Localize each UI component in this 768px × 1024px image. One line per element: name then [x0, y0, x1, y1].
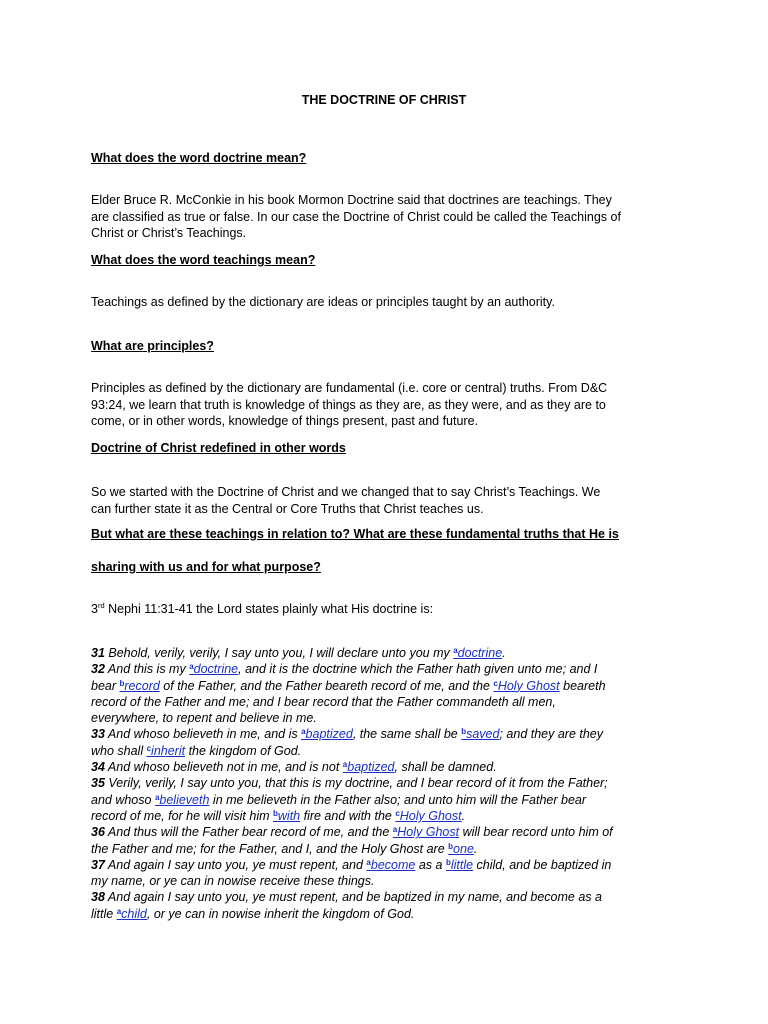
- footnote-link-one[interactable]: [448, 842, 474, 856]
- verse-text: , the same shall be: [352, 727, 462, 742]
- footnote-link-baptized[interactable]: [301, 727, 353, 741]
- paragraph-line: come, or in other words, knowledge of things present, past and future.: [91, 414, 479, 428]
- intro-line: [91, 601, 691, 618]
- footnote-link-holy-ghost[interactable]: [493, 679, 559, 693]
- footnote-word: doctrine: [457, 646, 503, 660]
- paragraph-line: 93:24, we learn that truth is knowledge of things as they are, as they were, and as they are to: [91, 397, 606, 412]
- verse-34-line-1: [91, 759, 691, 775]
- footnote-word: doctrine: [193, 662, 239, 677]
- verse-text: little: [91, 906, 117, 921]
- verse-36-line-2: [91, 841, 691, 857]
- footnote-marker: b: [448, 841, 454, 851]
- verse-number: 37: [91, 857, 105, 872]
- footnote-link-baptized[interactable]: [343, 760, 395, 774]
- intro-ordinal: rd: [97, 601, 105, 610]
- verse-number: 34: [91, 760, 105, 775]
- footnote-link-believeth[interactable]: [155, 793, 210, 807]
- footnote-link-little[interactable]: [446, 858, 473, 872]
- footnote-marker: b: [461, 727, 467, 737]
- verse-35-line-1: [91, 775, 691, 791]
- verse-text: , or ye can in nowise inherit the kingdom of God.: [146, 906, 415, 921]
- footnote-word: saved: [466, 727, 500, 742]
- verse-35-line-3: [91, 808, 691, 824]
- verse-32-line-3: record of the Father and me; and I bear record that the Father commandeth all men,: [91, 694, 556, 709]
- verse-text: the Father and me; for the Father, and I, and the Holy Ghost are: [91, 841, 449, 856]
- footnote-link-inherit[interactable]: [147, 744, 186, 758]
- verse-text: the kingdom of God.: [185, 743, 302, 758]
- verse-33-line-1: [91, 726, 691, 742]
- verse-number: 32: [91, 662, 105, 677]
- footnote-marker: a: [342, 760, 348, 770]
- footnote-word: one: [453, 841, 474, 856]
- verse-37-line-2: my name, or ye can in nowise receive these things.: [91, 874, 375, 889]
- footnote-word: child: [121, 906, 147, 921]
- verse-text: of the Father, and the Father beareth record of me, and the: [159, 678, 494, 693]
- footnote-word: inherit: [151, 743, 186, 758]
- scripture-verses: [91, 645, 691, 922]
- footnote-link-holy-ghost[interactable]: [393, 825, 459, 839]
- footnote-link-doctrine[interactable]: [189, 662, 238, 676]
- footnote-marker: a: [301, 727, 306, 737]
- verse-text: And again I say unto you, ye must repent, and be baptized in my name, and become as a: [104, 890, 602, 905]
- footnote-word: believeth: [159, 792, 210, 807]
- paragraph-line: Christ or Christ’s Teachings.: [91, 226, 247, 240]
- paragraph-principles: [91, 380, 691, 430]
- verse-32-line-2: [91, 678, 691, 694]
- footnote-link-record[interactable]: [120, 679, 160, 693]
- paragraph-mcconkie: [91, 192, 691, 242]
- footnote-link-with[interactable]: [273, 809, 300, 823]
- verse-38-line-2: [91, 906, 691, 922]
- footnote-word: baptized: [347, 760, 395, 775]
- footnote-marker: a: [116, 906, 122, 916]
- verse-text: who shall: [91, 743, 147, 758]
- footnote-marker: a: [154, 792, 160, 802]
- verse-text: bear: [91, 678, 120, 693]
- heading-redefined: Doctrine of Christ redefined in other words: [91, 441, 346, 455]
- verse-text: And again I say unto you, ye must repent, and: [104, 857, 367, 872]
- verse-number: 38: [91, 890, 105, 905]
- heading-doctrine-meaning: What does the word doctrine mean?: [91, 151, 307, 165]
- footnote-marker: a: [366, 857, 371, 867]
- intro-number: 3: [91, 602, 98, 616]
- paragraph-line: Elder Bruce R. McConkie in his book Mormon Doctrine said that doctrines are teachings. They: [91, 193, 612, 207]
- verse-33-line-2: [91, 743, 691, 759]
- verse-text: , and it is the doctrine which the Father hath given unto me; and I: [238, 662, 598, 677]
- document-title: THE DOCTRINE OF CHRIST: [301, 93, 467, 107]
- footnote-marker: b: [119, 678, 125, 688]
- verse-text: .: [461, 808, 466, 823]
- verse-text: And whoso believeth not in me, and is not: [104, 760, 343, 775]
- footnote-link-doctrine[interactable]: [453, 646, 502, 660]
- verse-text: and whoso: [91, 792, 155, 807]
- verse-number: 31: [91, 646, 105, 660]
- footnote-marker: b: [445, 857, 451, 867]
- paragraph-line: Principles as defined by the dictionary are fundamental (i.e. core or central) truths. From D&C: [91, 381, 608, 395]
- footnote-marker: a: [189, 662, 194, 672]
- verse-text: And whoso believeth in me, and is: [104, 727, 302, 742]
- footnote-word: become: [370, 857, 416, 872]
- verse-text: ; and they are they: [499, 727, 604, 742]
- verse-number: 35: [91, 776, 105, 791]
- paragraph-teachings: [91, 294, 691, 311]
- verse-text: .: [473, 841, 478, 856]
- verse-32-line-4: everywhere, to repent and believe in me.: [91, 711, 317, 726]
- footnote-link-child[interactable]: [117, 907, 147, 921]
- verse-38-line-1: [91, 889, 691, 905]
- verse-36-line-1: [91, 824, 691, 840]
- heading-principles: What are principles?: [91, 339, 214, 353]
- footnote-word: Holy Ghost: [397, 825, 460, 840]
- scripture-intro: [91, 601, 691, 618]
- footnote-marker: c: [395, 808, 400, 818]
- footnote-marker: a: [453, 646, 458, 655]
- verse-31-line-1: [91, 645, 691, 661]
- footnote-word: little: [450, 857, 474, 872]
- footnote-word: baptized: [305, 727, 353, 742]
- verse-text: .: [502, 646, 506, 660]
- verse-text: in me believeth in the Father also; and unto him will the Father bear: [209, 792, 587, 807]
- paragraph-line: are classified as true or false. In our case the Doctrine of Christ could be called the Teachings of: [91, 209, 621, 224]
- footnote-link-saved[interactable]: [461, 727, 499, 741]
- intro-text: Nephi 11:31-41 the Lord states plainly what His doctrine is:: [104, 602, 434, 616]
- verse-text: child, and be baptized in: [473, 857, 612, 872]
- verse-number: 36: [91, 825, 105, 840]
- footnote-link-holy-ghost[interactable]: [395, 809, 461, 823]
- paragraph-line: Teachings as defined by the dictionary are ideas or principles taught by an authority.: [91, 295, 555, 309]
- verse-35-line-2: [91, 792, 691, 808]
- footnote-marker: b: [273, 808, 278, 818]
- verse-37-line-1: [91, 857, 691, 873]
- footnote-marker: c: [146, 743, 152, 753]
- paragraph-redefined: [91, 484, 691, 517]
- verse-text: as a: [415, 857, 446, 872]
- footnote-marker: c: [493, 678, 498, 688]
- footnote-link-become[interactable]: [366, 858, 415, 872]
- paragraph-line: So we started with the Doctrine of Christ and we changed that to say Christ’s Teachings. We: [91, 485, 601, 499]
- verse-number: 33: [91, 727, 105, 742]
- verse-text: And this is my: [104, 662, 190, 677]
- heading-teachings-meaning: What does the word teachings mean?: [91, 253, 316, 267]
- verse-text: will bear record unto him of: [459, 825, 613, 840]
- footnote-word: with: [277, 808, 301, 823]
- verse-text: Verily, verily, I say unto you, that this is my doctrine, and I bear record of it from the Father;: [104, 776, 608, 791]
- footnote-word: Holy Ghost: [399, 808, 462, 823]
- verse-32-line-1: [91, 661, 691, 677]
- heading-question-part-2: sharing with us and for what purpose?: [91, 560, 321, 574]
- verse-text: And thus will the Father bear record of me, and the: [104, 825, 393, 840]
- heading-question-part-1: But what are these teachings in relation to? What are these fundamental truths that He is: [91, 527, 619, 541]
- verse-text: beareth: [559, 678, 606, 693]
- footnote-word: record: [124, 678, 160, 693]
- verse-text: fire and with the: [300, 808, 396, 823]
- verse-text: Behold, verily, verily, I say unto you, I will declare unto you my: [104, 646, 454, 660]
- verse-text: record of me, for he will visit him: [91, 808, 273, 823]
- paragraph-line: can further state it as the Central or Core Truths that Christ teaches us.: [91, 501, 484, 516]
- footnote-marker: a: [392, 825, 398, 835]
- verse-text: , shall be damned.: [394, 760, 497, 775]
- footnote-word: Holy Ghost: [497, 678, 560, 693]
